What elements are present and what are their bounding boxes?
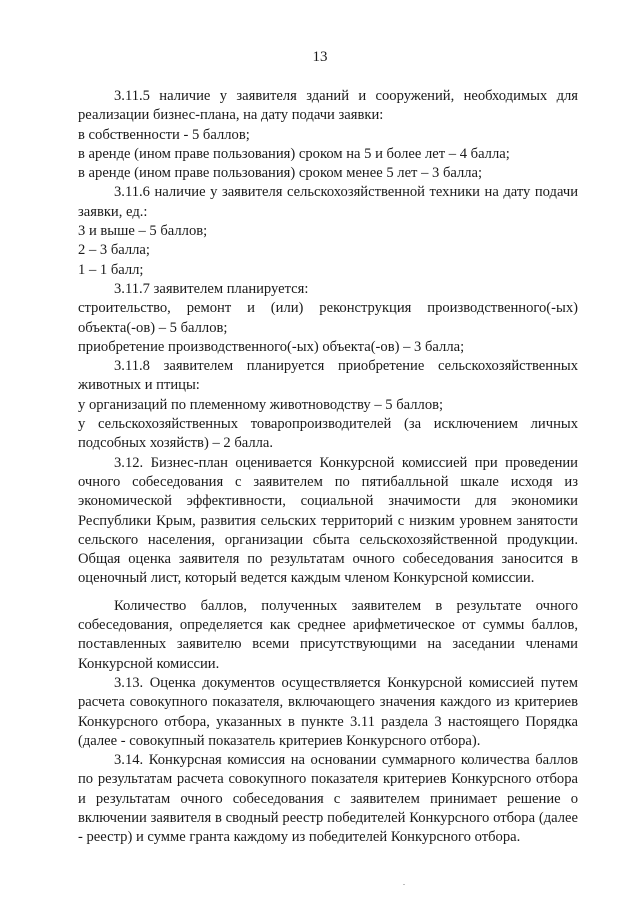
list-item-ownership: в собственности - 5 баллов;	[78, 126, 250, 143]
list-item-agri-producers: у сельскохозяйственных товаропроизводителей (за исключением личных подсобных хозяйств) – 2 балла.	[78, 416, 578, 452]
list-item-1-unit: 1 – 1 балл;	[78, 261, 144, 278]
list-item-lease-short: в аренде (ином праве пользования) сроком менее 5 лет – 3 балла;	[78, 165, 483, 182]
paragraph-3-11-7: 3.11.7 заявителем планируется:	[114, 280, 309, 297]
paragraph-3-13: 3.13. Оценка документов осуществляется Конкурсной комиссией путем расчета совокупного показателя, включающего значения каждого из критериев Конкурсного отбора, указанных в пункте 3.11 раздела 3 настоящего Порядка (далее - совокупный показатель критериев Конкурсного отбора).	[78, 674, 578, 749]
paragraph-3-11-6: 3.11.6 наличие у заявителя сельскохозяйственной техники на дату подачи заявки, ед.:	[78, 184, 578, 220]
list-item-2-units: 2 – 3 балла;	[78, 242, 150, 259]
list-item-construction: строительство, ремонт и (или) реконструкция производственного(-ых) объекта(-ов) – 5 баллов;	[78, 300, 578, 336]
document-body	[78, 87, 578, 848]
list-item-acquisition: приобретение производственного(-ых) объекта(-ов) – 3 балла;	[78, 338, 465, 355]
paragraph-3-14: 3.14. Конкурсная комиссия на основании суммарного количества баллов по результатам расчета совокупного показателя критериев Конкурсного отбора и результатам очного собеседования с заявителем принимает решение о включении заявителя в сводный реестр победителей Конкурсного отбора (далее - реестр) и сумме гранта каждому из победителей Конкурсного отбора.	[78, 752, 578, 846]
list-item-lease-long: в аренде (ином праве пользования) сроком на 5 и более лет – 4 балла;	[78, 145, 510, 162]
list-item-3-and-more: 3 и выше – 5 баллов;	[78, 223, 208, 240]
paragraph-3-11-5: 3.11.5 наличие у заявителя зданий и сооружений, необходимых для реализации бизнес-плана, на дату подачи заявки:	[78, 88, 578, 124]
list-item-breeding-orgs: у организаций по племенному животноводству – 5 баллов;	[78, 396, 444, 413]
page-number: 13	[312, 49, 328, 65]
paragraph-3-11-8: 3.11.8 заявителем планируется приобретение сельскохозяйственных животных и птицы:	[78, 358, 578, 394]
scan-speck	[403, 884, 405, 885]
paragraph-score-calculation: Количество баллов, полученных заявителем в результате очного собеседования, определяется как среднее арифметическое от суммы баллов, поставленных заявителю всеми присутствующими на заседании членами Конкурсной комиссии.	[78, 597, 578, 672]
paragraph-3-12: 3.12. Бизнес-план оценивается Конкурсной комиссией при проведении очного собеседования с заявителем по пятибалльной шкале исходя из экономической эффективности, социальной значимости для экономики Республики Крым, развития сельских территорий с низким уровнем занятости сельского населения, организации сбыта сельскохозяйственной продукции. Общая оценка заявителя по результатам очного собеседования заносится в оценочный лист, который ведется каждым членом Конкурсной комиссии.	[78, 454, 578, 587]
